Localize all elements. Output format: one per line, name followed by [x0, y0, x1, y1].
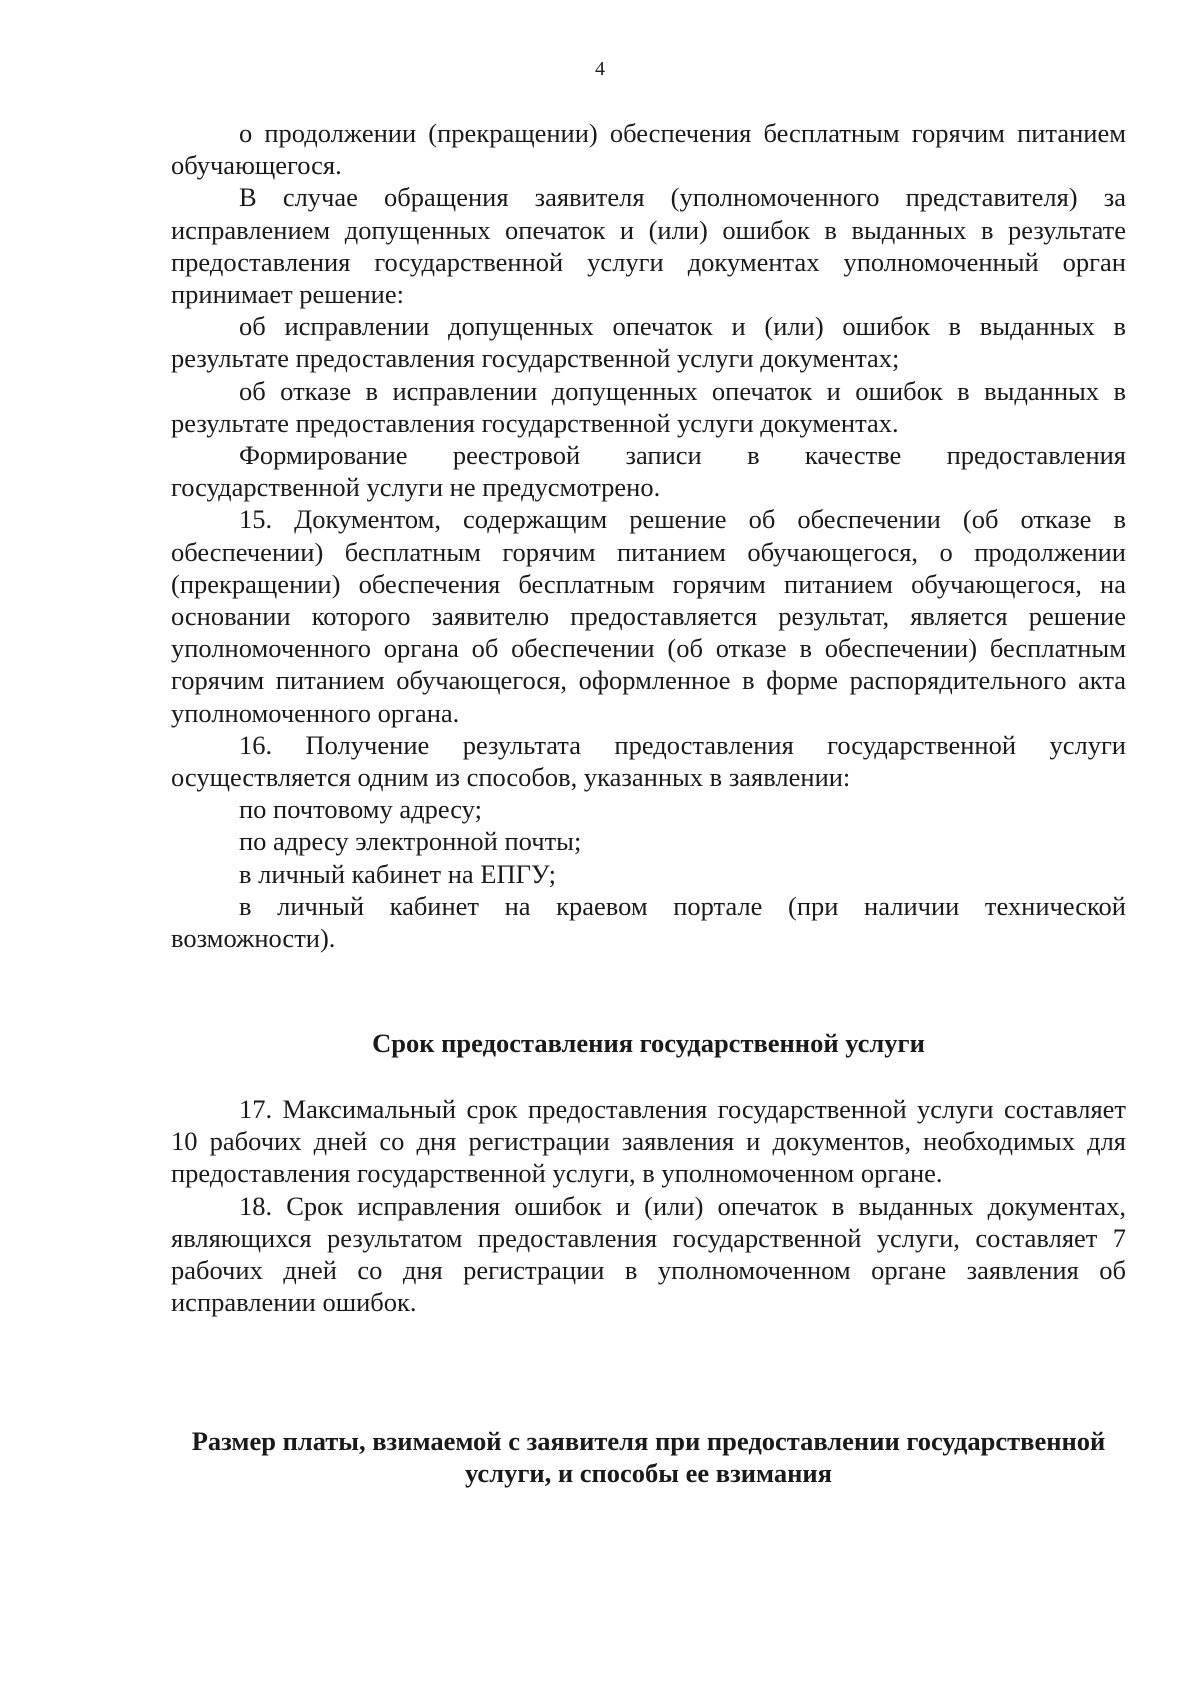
- paragraph: Формирование реестровой записи в качестве предоставления государственной услуги не предусмотрено.: [171, 440, 1126, 503]
- body-text-block-1: [171, 117, 1126, 954]
- paragraph: об исправлении допущенных опечаток и (или) ошибок в выданных в результате предоставления государственной услуги документах;: [171, 311, 1126, 374]
- list-item: по почтовому адресу;: [239, 794, 482, 825]
- list-item: в личный кабинет на краевом портале (при наличии технической возможности).: [171, 890, 1126, 954]
- list-item: по адресу электронной почты;: [239, 826, 582, 857]
- paragraph: об отказе в исправлении допущенных опечаток и ошибок в выданных в результате предоставления государственной услуги документах.: [171, 375, 1126, 438]
- body-text-block-2: [171, 1093, 1126, 1318]
- paragraph-item-18: 18. Срок исправления ошибок и (или) опечаток в выданных документах, являющихся результатом предоставления государственной услуги, составляет 7 рабочих дней со дня регистрации в уполномоченном органе заявления об исправлении ошибок.: [171, 1190, 1126, 1318]
- section-heading-fee: Размер платы, взимаемой с заявителя при предоставлении государственной услуги, и способы ее взимания: [191, 1426, 1106, 1488]
- page-number: 4: [595, 58, 605, 80]
- paragraph-item-16: 16. Получение результата предоставления государственной услуги осуществляется одним из способов, указанных в заявлении:: [171, 729, 1126, 793]
- list-item: в личный кабинет на ЕПГУ;: [239, 858, 557, 889]
- paragraph: В случае обращения заявителя (уполномоченного представителя) за исправлением допущенных опечаток и (или) ошибок в выданных в результате предоставления государственной услуги документах уполномоченный орган принимает решение:: [171, 182, 1126, 310]
- section-heading-term: Срок предоставления государственной услуги: [372, 1028, 925, 1058]
- paragraph-item-17: 17. Максимальный срок предоставления государственной услуги составляет 10 рабочих дней со дня регистрации заявления и документов, необходимых для предоставления государственной услуги, в уполномоченном органе.: [171, 1094, 1126, 1189]
- paragraph: о продолжении (прекращении) обеспечения бесплатным горячим питанием обучающегося.: [171, 118, 1126, 181]
- paragraph-item-15: 15. Документом, содержащим решение об обеспечении (об отказе в обеспечении) бесплатным горячим питанием обучающегося, о продолжении (прекращении) обеспечения бесплатным горячим питанием обучающегося, на основании которого заявителю предоставляется результат, является решение уполномоченного органа об обеспечении (об отказе в обеспечении) бесплатным горячим питанием обучающегося, оформленное в форме распорядительного акта уполномоченного органа.: [171, 504, 1126, 728]
